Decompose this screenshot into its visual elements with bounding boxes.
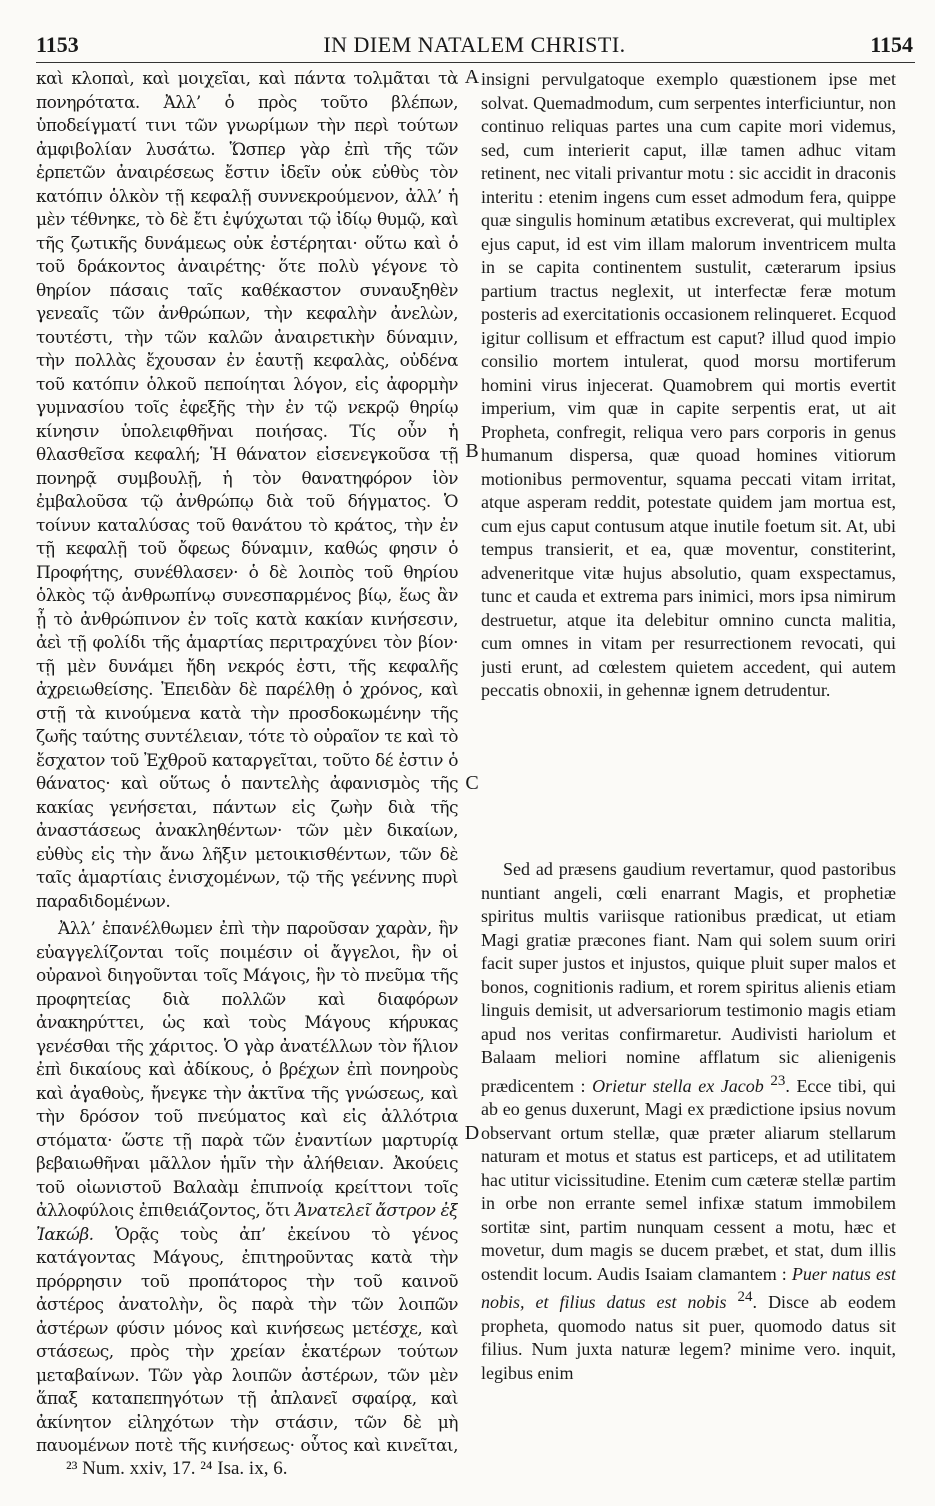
greek-paragraph-2b: Ὁρᾷς τοὺς ἀπ’ ἐκείνου τὸ γένος κατάγοντας Μάγους, ἐπιτηροῦντας κατὰ τὴν πρόρρησιν τοῦ προπάτορος τὴν τοῦ καινοῦ ἀστέρος ἀνατολὴν, ὃς παρὰ τὴν τῶν λοιπῶν ἀστέρων φύσιν μόνος καὶ κινήσεως μετέσχε, καὶ στάσεως, πρὸς τὴν χρείαν ἑκατέρων τούτων μεταβαίνων. Τῶν γὰρ λοιπῶν ἀστέρων, τῶν μὲν ἅπαξ καταπεπηγότων τῇ ἀπλανεῖ σφαίρᾳ, καὶ ἀκίνητον εἰληχότων τὴν στάσιν, τῶν δὲ μὴ παυομένων ποτὲ τῆς κινήσεως· οὗτος καὶ κινεῖται, [36,1224,458,1456]
latin-paragraph-2-text2: Ecce tibi, qui ab eo genus duxerunt, Magi ex prædictione ipsius novum observant ortum stellæ, quæ præter aliarum stellarum naturam et motus et status est particeps, et ad utilitatem hac utitur vicissitudine. Etenim cum cæteræ stellæ partim in orbe non errante semel infixæ statum immobilem sortitæ sint, partim nunquam cessent a motu, hæc et movetur, dum magis se ducem præbet, et stat, dum illis ostendit locum. Audis Isaiam clamantem : [481,1075,896,1284]
greek-quote-1: Ἀνατελεῖ ἄστρον ἐξ Ἰακώβ. [36,1201,458,1245]
running-title: IN DIEM NATALEM CHRISTI. [323,32,626,57]
latin-paragraph-2-text3: Disce ab eodem propheta, quomodo natus sit puer, quomodo datus sit filius. Num juxta naturæ legem? minime vero. inquit, legibus enim [481,1292,896,1383]
footnote-ref-24: 24 [737,1289,753,1305]
footnotes: ²³ Num. xxiv, 17. ²⁴ Isa. ix, 6. [66,1458,288,1479]
margin-marker-c: C [465,772,479,794]
latin-paragraph-2: Sed ad præsens gaudium revertamur, quod pastoribus nuntiant angeli, cœli enarrant Magis, et prophetiæ spiritus multis variisque rationibus prædicat, ut etiam Magi gratiæ præcones fiant. Nam qui solem suum oriri facit super justos et injustos, quique pluit super malos et bonos, cognitionis radium, et rorem spiritus alienis etiam linguis demisit, ut adversariorum testimonio magis etiam apud nos veritas confirmaretur. Audivisti hariolum et Balaam meliori nomine afflatum sic alienigenis prædicentem : Orietur stella ex Jacob $^{23}$. Ecce tibi, qui ab eo genus duxerunt, Magi ex prædictione ipsius novum observant ortum stellæ, quæ præter aliarum stellarum naturam et motus et status est particeps, et ad utilitatem hac utitur vicissitudine. Etenim cum cæteræ stellæ partim in orbe non errante semel infixæ statum immobilem sortitæ sint, partim nunquam cessent a motu, hæc et movetur, dum magis se ducem præbet, et stat, dum illis ostendit locum. Audis Isaiam clamantem : Puer natus est nobis, et filius datus est nobis $^{24}$. Disce ab eodem propheta, quomodo natus sit puer, quomodo datus sit filius. Num juxta naturæ legem? minime vero. inquit, legibus enim [481,859,896,1383]
margin-marker-d: D [464,1122,480,1144]
latin-column-bottom [481,858,896,1498]
greek-paragraph-2 [36,918,458,1458]
greek-paragraph-1: καὶ κλοπαὶ, καὶ μοιχεῖαι, καὶ πάντα τολμᾶται τὰ πονηρότατα. Ἀλλ’ ὁ πρὸς τοῦτο βλέπων, ὑποδείγματί τινι τῶν γνωρίμων τὴν περὶ τούτων ἀμφιβολίαν λυσάτω. Ὥσπερ γὰρ ἐπὶ τῆς τῶν ἑρπετῶν ἀναιρέσεως ἔστιν ἰδεῖν οὐκ εὐθὺς τὸν κατόπιν ὁλκὸν τῇ κεφαλῇ συννεκρούμενον, ἀλλ’ ἡ μὲν τέθνηκε, τὸ δὲ ἔτι ἐψύχωται τῷ ἰδίῳ θυμῷ, καὶ τῆς ζωτικῆς δυνάμεως οὐκ ἐστέρηται· οὕτω καὶ ὁ τοῦ δράκοντος ἀναιρέτης· ὅτε πολὺ γέγονε τὸ θηρίον πάσαις ταῖς καθέκαστον συναυξηθὲν γενεαῖς τῶν ἀνθρώπων, τὴν κεφαλὴν ἀνελὼν, τουτέστι, τὴν τῶν καλῶν ἀναιρετικὴν δύναμιν, τὴν πολλὰς ἔχουσαν ἐν ἑαυτῇ κεφαλὰς, οὐδένα τοῦ κατόπιν ὁλκοῦ πεποίηται λόγον, εἰς ἀφορμὴν γυμνασίου τοῖς ἐφεξῆς τὴν ἐν τῷ νεκρῷ θηρίῳ κίνησιν ὑπολειφθῆναι ποιήσας. Τίς οὖν ἡ θλασθεῖσα κεφαλή; Ἡ θάνατον εἰσενεγκοῦσα τῇ πονηρᾷ συμβουλῇ, ἡ τὸν θανατηφόρον ἰὸν ἐμβαλοῦσα τῷ ἀνθρώπῳ διὰ τοῦ δήγματος. Ὁ τοίνυν καταλύσας τοῦ θανάτου τὸ κράτος, τὴν ἐν τῇ κεφαλῇ τοῦ ὄφεως δύναμιν, καθώς φησιν ὁ Προφήτης, συνέθλασεν· ὁ δὲ λοιπὸς τοῦ θηρίου ὁλκὸς τῷ ἀνθρωπίνῳ συνεσπαρμένος βίῳ, ἕως ἂν ᾖ τὸ ἀνθρώπινον ἐν τοῖς κατὰ κακίαν κινήσεσιν, ἀεὶ τῇ φολίδι τῆς ἁμαρτίας περιτραχύνει τὸν βίον· τῇ μὲν δυνάμει ἤδη νεκρός ἐστι, τῆς κεφαλῆς ἀχρειωθείσης. Ἐπειδὰν δὲ παρέλθῃ ὁ χρόνος, καὶ στῇ τὰ κινούμενα κατὰ τὴν προσδοκωμένην τῆς ζωῆς ταύτης συντέλειαν, τότε τὸ οὐραῖον τε καὶ τὸ ἔσχατον τοῦ Ἐχθροῦ καταργεῖται, τοῦτο δέ ἐστιν ὁ θάνατος· καὶ οὕτως ὁ παντελὴς ἀφανισμὸς τῆς κακίας γενήσεται, πάντων εἰς ζωὴν διὰ τῆς ἀναστάσεως ἀνακληθέντων· τῶν μὲν δικαίων, εὐθὺς εἰς τὴν ἄνω λῆξιν μετοικισθέντων, τῶν δὲ ταῖς ἁμαρτίαις ἐνισχομένων, τῷ τῆς γεέννης πυρὶ παραδιδομένων. [36,69,458,912]
page-number-right: 1154 [870,32,913,57]
footnote-ref-23: 23 [770,1072,786,1089]
latin-quote-2: Puer natus est nobis, et filius datus est nobis [481,1263,896,1312]
margin-marker-a: A [464,66,480,88]
latin-paragraph-1: insigni pervulgatoque exemplo quæstionem ipse met solvat. Quemadmodum, cum serpentes interficiuntur, non continuo reliquas partes una cum capite mori videmus, sed, cum interierit caput, illæ tamen adhuc vitam retinent, nec vitali privantur motu : sic accidit in draconis interitu : etenim ingens cum esset admodum fera, quippe quæ singulis hominum ætatibus excreverat, qui multiplex ejus caput, id est vim illam malorum inventricem multa in se capita continentem sustulit, cæterarum ipsius partium tractus neglexit, ut interfectæ feræ motum posteris ad exercitationis occasionem relinqueret. Ecquod igitur collisum et effractum est caput? illud quod impio consilio mortem intulerat, quod morsu mortiferum homini virus injecerat. Quamobrem qui mortis evertit imperium, vim quæ in capite serpentis erat, ut ait Propheta, confregit, reliqua vero pars corporis in genus humanum dispersa, quæ quoad homines vitiorum motionibus permoventur, squama peccati vitam irritat, atque asperam reddit, potestate quidem jam mortua est, cum ejus caput contusum atque inutile foetum sit. At, ubi tempus transierit, et ea, quæ moventur, constiterint, adveneritque vitæ hujus absolutio, quam exspectamus, tunc et cauda et extrema pars inimici, mors ipsa nimirum destruetur, atque ita delebitur omnino cuncta malitia, cum omnes in vitam per resurrectionem revocati, qui justi erunt, ad cœlestem quietem accedent, qui autem peccatis obnoxii, in gehennæ ignem detrudentur. [481,69,896,700]
page-number-left: 1153 [36,32,79,57]
margin-marker-b: B [465,440,479,462]
page-header [36,32,913,60]
latin-column-top [481,68,896,818]
latin-quote-1: Orietur stella ex Jacob [592,1075,764,1096]
greek-paragraph-2-text: Ἀλλ’ ἐπανέλθωμεν ἐπὶ τὴν παροῦσαν χαρὰν, ἣν εὐαγγελίζονται τοῖς ποιμέσιν οἱ ἄγγελοι, ἣν οἱ οὐρανοὶ διηγοῦνται τοῖς Μάγοις, ἣν τὸ πνεῦμα τῆς προφητείας διὰ πολλῶν καὶ διαφόρων ἀνακηρύττει, ὡς καὶ τοὺς Μάγους κήρυκας γενέσθαι τῆς χάριτος. Ὁ γὰρ ἀνατέλλων τὸν ἥλιον ἐπὶ δικαίους καὶ ἀδίκους, ὁ βρέχων ἐπὶ πονηροὺς καὶ ἀγαθοὺς, ἤνεγκε τὴν ἀκτῖνα τῆς γνώσεως, καὶ τὴν δρόσον τοῦ πνεύματος καὶ εἰς ἀλλότρια στόματα· ὥστε τῇ παρὰ τῶν ἐναντίων μαρτυρίᾳ βεβαιωθῆναι μᾶλλον ἡμῖν τὴν ἀλήθειαν. Ἀκούεις τοῦ οἰωνιστοῦ Βαλαὰμ ἐπιπνοίᾳ κρείττονι τοῖς ἀλλοφύλοις ἐπιθειάζοντος, ὅτι [36,919,458,1221]
greek-column [36,68,458,1458]
latin-paragraph-2-text: Sed ad præsens gaudium revertamur, quod pastoribus nuntiant angeli, cœli enarrant Magis, et prophetiæ spiritus multis variisque rationibus prædicat, ut etiam Magi gratiæ præcones fiant. Nam qui solem suum oriri facit super justos et injustos, quique pluit super malos et bonos, cognitionis radium, et rorem spiritus alienis etiam linguis demisit, ut adversariorum testimonio magis etiam apud nos veritas confirmaretur. Audivisti hariolum et Balaam meliori nomine afflatum sic alienigenis prædicentem : [481,859,896,1096]
header-rule [36,62,915,63]
